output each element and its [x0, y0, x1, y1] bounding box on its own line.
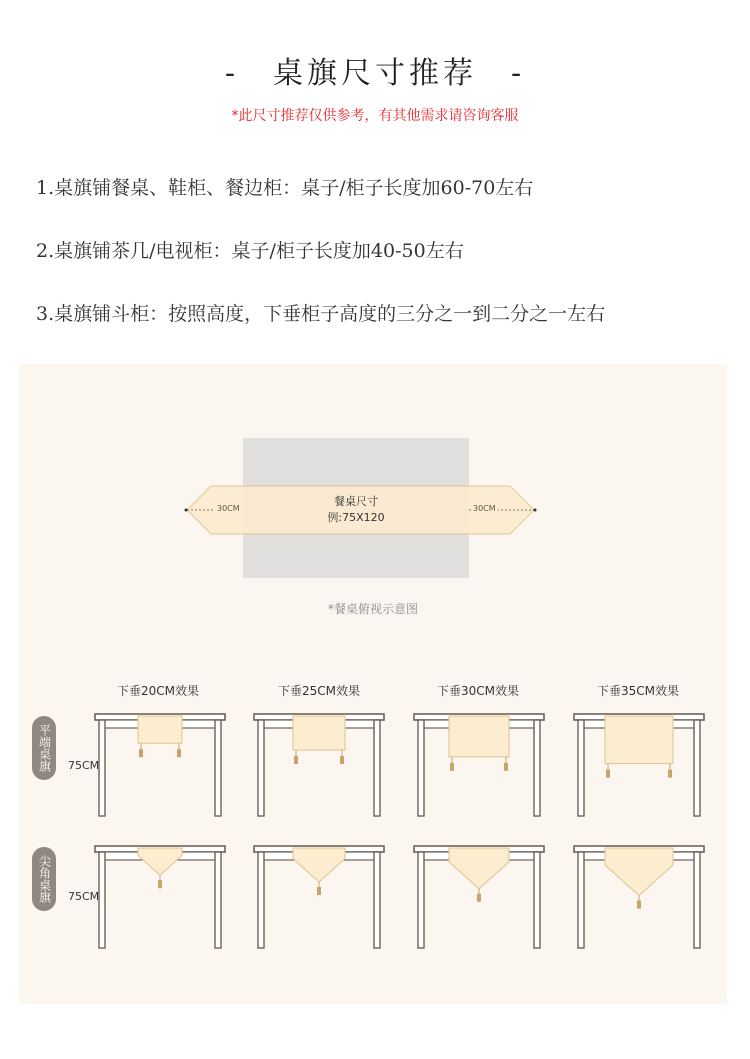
runner-pointed: [138, 848, 182, 875]
runner-flat: [449, 716, 509, 757]
tassel: [504, 763, 508, 771]
table-leg: [215, 720, 221, 816]
table-leg: [374, 720, 380, 816]
table-leg: [578, 852, 584, 948]
tassel: [477, 894, 481, 902]
tassel: [668, 770, 672, 778]
runner-pointed: [293, 848, 345, 882]
row-pointed-height: 75CM: [68, 890, 100, 903]
tassel: [317, 887, 321, 895]
effect-label-20: 下垂20CM效果: [116, 684, 199, 698]
table-leg: [578, 720, 584, 816]
table-leg: [215, 852, 221, 948]
runner-flat: [293, 716, 345, 750]
runner-flat: [138, 716, 182, 743]
rule-tea-table: 2.桌旗铺茶几/电视柜：桌子/柜子长度加40-50左右: [36, 240, 464, 262]
center-title: 餐桌尺寸: [334, 495, 378, 508]
effect-label-30: 下垂30CM效果: [436, 684, 519, 698]
disclaimer-note: *此尺寸推荐仅供参考，有其他需求请咨询客服: [231, 108, 519, 124]
effect-label-25: 下垂25CM效果: [277, 684, 360, 698]
row-flat-height: 75CM: [68, 759, 100, 772]
table-leg: [694, 852, 700, 948]
table-leg: [258, 720, 264, 816]
row-badge-pointed-text: 尖角桌旗: [37, 855, 52, 903]
page-title: - 桌旗尺寸推荐 -: [224, 56, 526, 91]
tassel: [294, 756, 298, 764]
effect-label-35: 下垂35CM效果: [596, 684, 679, 698]
table-leg: [694, 720, 700, 816]
tassel: [139, 749, 143, 757]
tassel: [450, 763, 454, 771]
runner-pointed: [449, 848, 509, 889]
right-overhang-label: 30CM: [473, 504, 496, 513]
center-example: 例:75X120: [327, 511, 385, 524]
table-illustrations: [19, 364, 727, 1004]
table-leg: [99, 852, 105, 948]
left-overhang-label: 30CM: [217, 504, 240, 513]
table-leg: [99, 720, 105, 816]
table-leg: [258, 852, 264, 948]
rule-dining-table: 1.桌旗铺餐桌、鞋柜、餐边柜：桌子/柜子长度加60-70左右: [36, 177, 534, 199]
tassel: [158, 880, 162, 888]
table-leg: [418, 720, 424, 816]
row-badge-flat-text: 平端桌旗: [37, 724, 52, 772]
table-leg: [534, 720, 540, 816]
diagram-caption: *餐桌俯视示意图: [327, 602, 418, 616]
runner-flat: [605, 716, 673, 764]
tassel: [340, 756, 344, 764]
tassel: [177, 749, 181, 757]
rule-chest-cabinet: 3.桌旗铺斗柜：按照高度，下垂柜子高度的三分之一到二分之一左右: [36, 303, 606, 325]
table-leg: [534, 852, 540, 948]
runner-pointed: [605, 848, 673, 896]
table-leg: [418, 852, 424, 948]
table-leg: [374, 852, 380, 948]
diagram-panel: [19, 364, 727, 1004]
tassel: [606, 770, 610, 778]
tassel: [637, 901, 641, 909]
